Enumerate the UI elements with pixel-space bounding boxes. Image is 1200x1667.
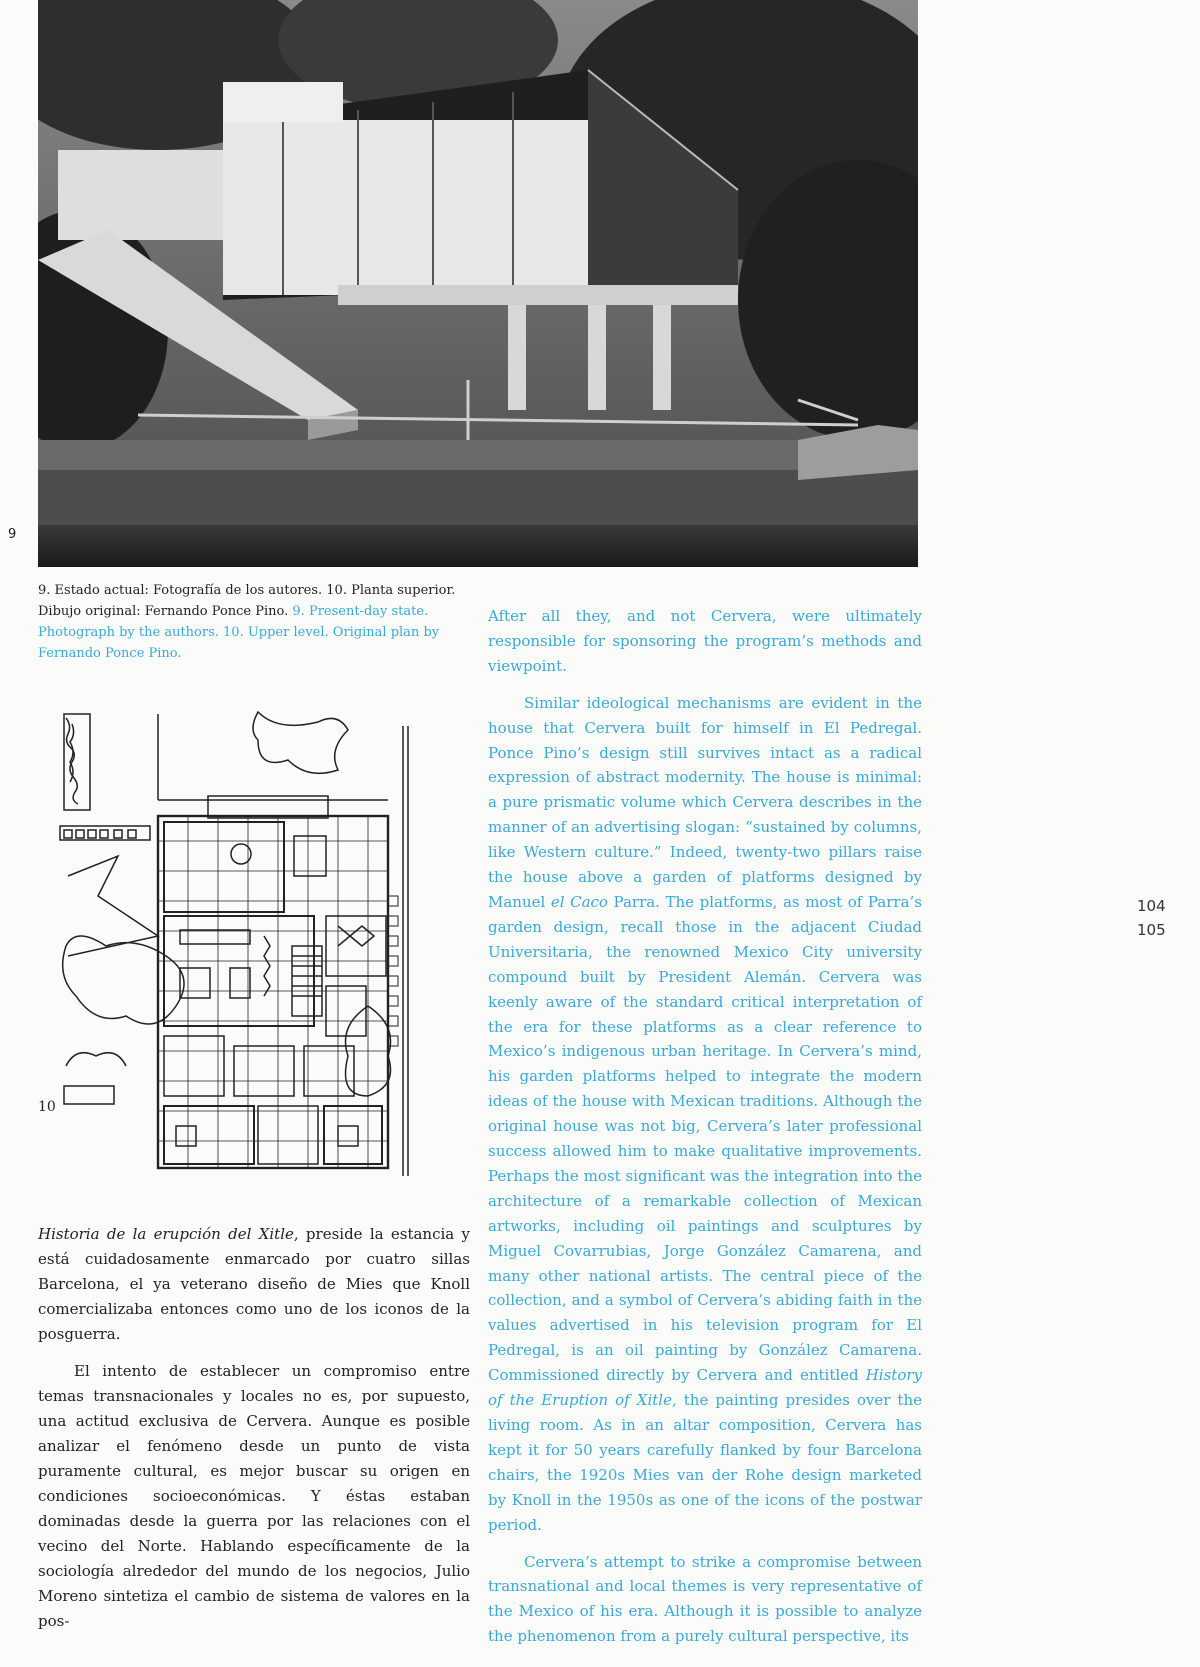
figure-9-number: 9	[8, 527, 17, 542]
english-paragraph-1: After all they, and not Cervera, were ultimately responsible for sponsoring the program’s methods and viewpoint.	[488, 607, 922, 675]
english-paragraph-3: Cervera’s attempt to strike a compromise between transnational and local themes is very representative of the Mexico of his era. Although it is possible to analyze the phenomenon from a purely cultural perspective, its	[488, 1552, 922, 1646]
nickname-el-caco: el Caco	[550, 892, 608, 911]
page-number-right: 105	[1137, 921, 1166, 939]
figure-caption	[38, 580, 470, 664]
english-paragraph-2	[488, 691, 922, 1538]
page-numbers	[1137, 894, 1166, 942]
floor-plan-figure-10	[58, 706, 466, 1176]
floor-plan-drawing	[58, 706, 466, 1176]
english-paragraph-2-part-c: , the painting presides over the living room. As in an altar composition, Cervera has kept it for 50 years carefully flanked by four Barcelona chairs, the 1920s Mies van der Rohe design marketed by Knoll in the 1950s as one of the icons of the postwar period.	[488, 1391, 922, 1534]
spanish-paragraph-2: El intento de establecer un compromiso entre temas transnacionales y locales no es, por supuesto, una actitud exclusiva de Cervera. Aunque es posible analizar el fenómeno desde un punto de vista puramente cultural, es mejor buscar su origen en condiciones socioeconómicas. Y éstas estaban dominadas desde la guerra por las relaciones con el vecino del Norte. Hablando específicamente de la sociología alrededor del mundo de los negocios, Julio Moreno sintetiza el cambio de sistema de valores en la pos-	[38, 1362, 470, 1630]
photo-figure-9	[38, 0, 918, 567]
caption-english: 9. Present-day state. Photograph by the authors. 10. Upper level. Original plan by Fernando Ponce Pino.	[38, 604, 440, 661]
english-column	[488, 604, 922, 1649]
english-paragraph-2-part-b: Parra. The platforms, as most of Parra’s garden design, recall those in the adjacent Ciudad Universitaria, the renowned Mexico City university compound built by President Alemán. Cervera was keenly aware of the standard critical interpretation of the era for these platforms as a clear reference to Mexico’s indigenous urban heritage. In Cervera’s mind, his garden platforms helped to integrate the modern ideas of the house with Mexican traditions. Although the original house was not big, Cervera’s later professional success allowed him to make qualitative improvements. Perhaps the most significant was the integration into the architecture of a remarkable collection of Mexican artworks, including oil paintings and sculptures by Miguel Covarrubias, Jorge González Camarena, and many other national artists. The central piece of the collection, and a symbol of Cervera’s abiding faith in the values advertised in his television program for El Pedregal, is an oil painting by González Camarena. Commissioned directly by Cervera and entitled	[488, 892, 922, 1385]
house-photograph	[38, 0, 918, 567]
page-number-left: 104	[1137, 897, 1166, 915]
spanish-column	[38, 1222, 470, 1634]
spanish-paragraph-1	[38, 1222, 470, 1347]
figure-10-number: 10	[38, 1099, 56, 1115]
english-painting-title: History of the Eruption of Xitle	[488, 1366, 922, 1410]
english-paragraph-2-part-a: Similar ideological mechanisms are evident in the house that Cervera built for himself in El Pedregal. Ponce Pino’s design still survives intact as a radical expression of abstract modernity. The house is minimal: a pure prismatic volume which Cervera describes in the manner of an advertising slogan: “sustained by columns, like Western culture.” Indeed, twenty-two pillars raise the house above a garden of platforms designed by Manuel	[488, 693, 922, 911]
spanish-paragraph-1-text: , preside la estancia y está cuidadosamente enmarcado por cuatro sillas Barcelona, el ya veterano diseño de Mies que Knoll comercializaba entonces como uno de los iconos de la posguerra.	[38, 1225, 470, 1343]
spanish-painting-title: Historia de la erupción del Xitle	[38, 1225, 294, 1243]
caption-spanish: 9. Estado actual: Fotografía de los autores. 10. Planta superior. Dibujo original: Fernando Ponce Pino.	[38, 583, 456, 619]
